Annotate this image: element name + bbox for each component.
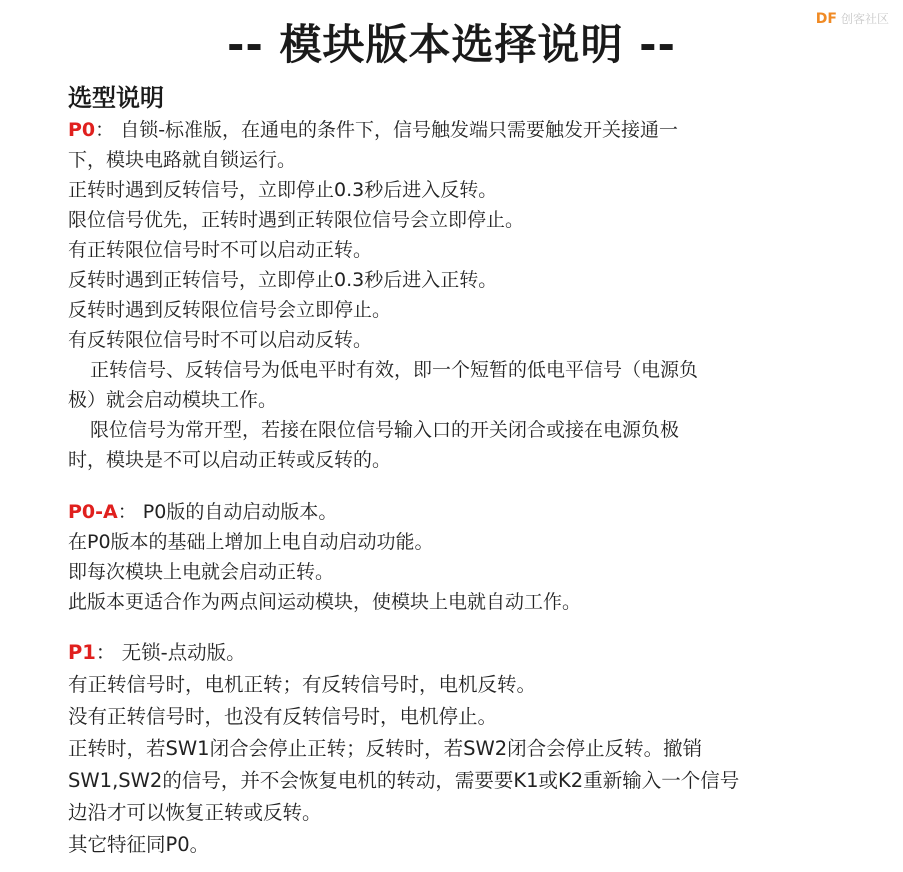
logo-brand: DF (815, 10, 837, 27)
p1-line: 有正转信号时，电机正转；有反转信号时，电机反转。 (68, 673, 537, 696)
p0-line: 正转时遇到反转信号，立即停止0.3秒后进入反转。 (68, 179, 498, 201)
p1-desc: ： 无锁-点动版。 (95, 641, 246, 664)
section-heading: 选型说明 (68, 84, 164, 112)
p1-tag: P1 (68, 641, 96, 664)
p0-line: 极）就会启动模块工作。 (68, 389, 278, 411)
p0-desc: ： 自锁-标准版，在通电的条件下，信号触发端只需要触发开关接通一 (95, 119, 679, 141)
p0-line: 限位信号为常开型，若接在限位信号输入口的开关闭合或接在电源负极 (90, 419, 680, 441)
p1-line: SW1,SW2的信号，并不会恢复电机的转动，需要要K1或K2重新输入一个信号 (68, 769, 740, 792)
p1-intro-line (68, 637, 848, 669)
p0-line: 限位信号优先，正转时遇到正转限位信号会立即停止。 (68, 209, 525, 231)
p0-section (68, 115, 848, 475)
p1-line: 没有正转信号时，也没有反转信号时，电机停止。 (68, 705, 498, 728)
p0a-desc: ： P0版的自动启动版本。 (117, 501, 338, 523)
logo-sub: 创客社区 (840, 12, 889, 26)
p0-line: 下，模块电路就自锁运行。 (68, 149, 297, 171)
p1-section (68, 637, 848, 861)
p0-line: 时，模块是不可以启动正转或反转的。 (68, 449, 392, 471)
p0-tag: P0 (68, 119, 96, 141)
p0a-intro-line (68, 497, 848, 527)
p0a-line: 在P0版本的基础上增加上电自动启动功能。 (68, 531, 434, 553)
p0-line: 正转信号、反转信号为低电平时有效，即一个短暂的低电平信号（电源负 (90, 359, 699, 381)
p0-line: 有反转限位信号时不可以启动反转。 (68, 329, 373, 351)
p0-line: 有正转限位信号时不可以启动正转。 (68, 239, 373, 261)
p1-line: 其它特征同P0。 (68, 833, 210, 856)
p0a-line: 此版本更适合作为两点间运动模块，使模块上电就自动工作。 (68, 591, 582, 613)
p0a-line: 即每次模块上电就会启动正转。 (68, 561, 335, 583)
p1-line: 边沿才可以恢复正转或反转。 (68, 801, 322, 824)
p0a-tag: P0-A (68, 501, 118, 523)
p0-line: 反转时遇到反转限位信号会立即停止。 (68, 299, 392, 321)
p0-line: 反转时遇到正转信号，立即停止0.3秒后进入正转。 (68, 269, 498, 291)
p0a-section (68, 497, 848, 617)
page-title: -- 模块版本选择说明 -- (227, 20, 676, 69)
brand-logo (816, 10, 889, 27)
p1-line: 正转时，若SW1闭合会停止正转；反转时，若SW2闭合会停止反转。撤销 (68, 737, 703, 760)
p0-intro-line (68, 115, 848, 145)
